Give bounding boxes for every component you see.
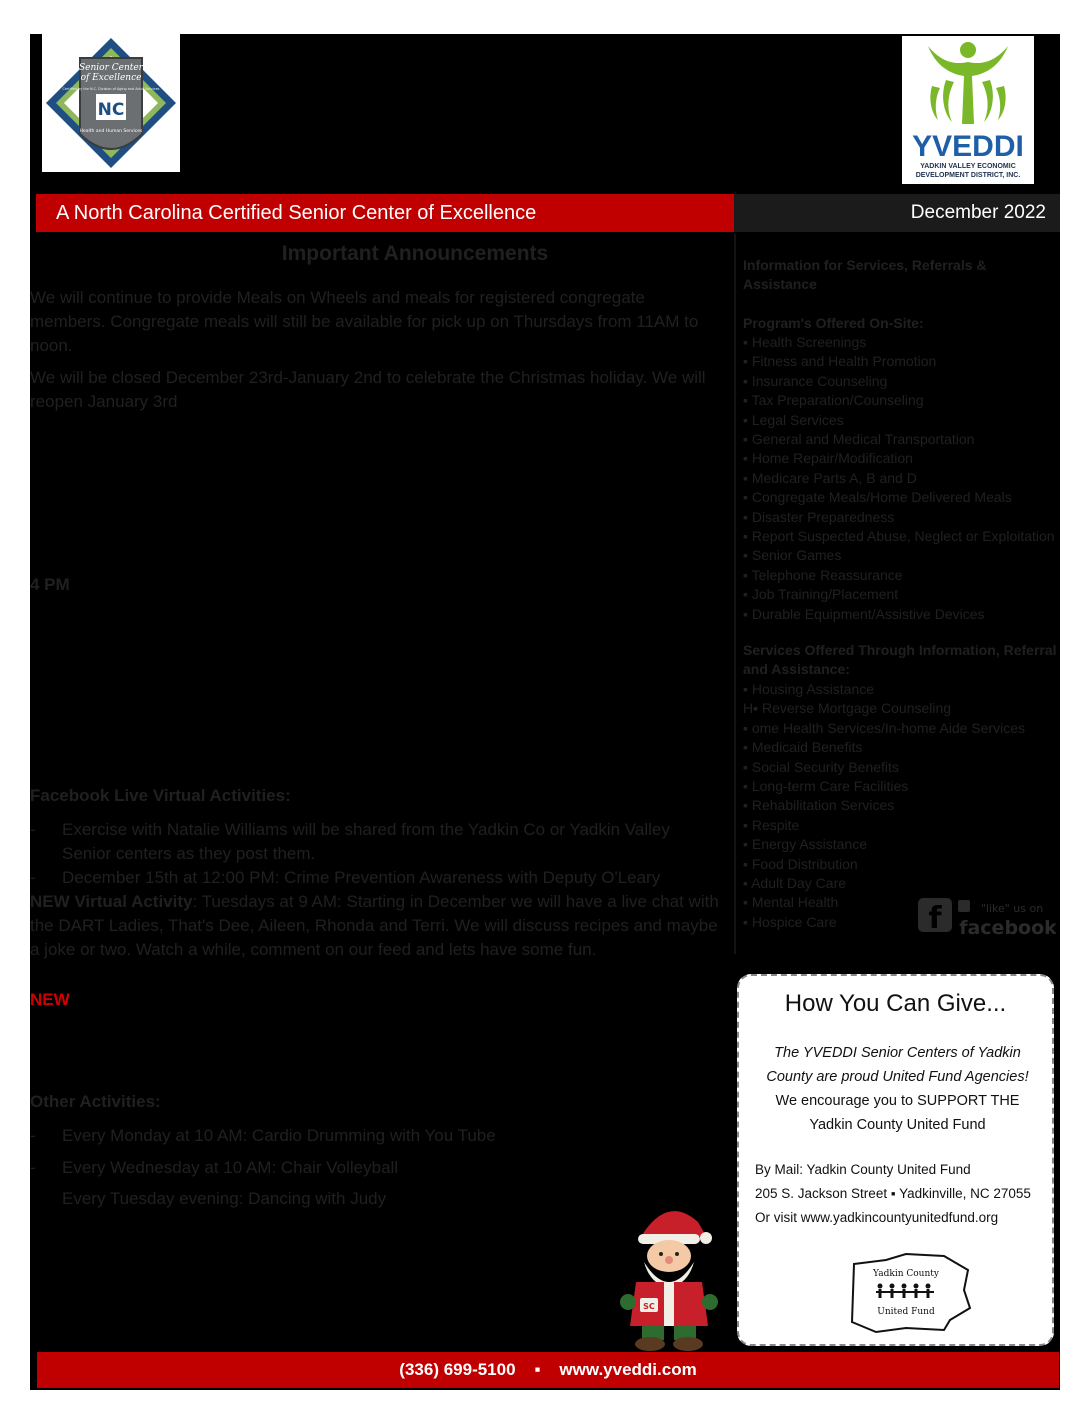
list-item: ▪ General and Medical Transportation [743,431,975,448]
other-activities-heading: Other Activities: [30,1092,161,1111]
closure-announcement: We will be closed December 23rd-January 2nd to celebrate the Christmas holiday. We will reopen January 3rd [30,368,706,411]
list-item: ▪ Insurance Counseling [743,372,888,389]
list-item: ▪ Housing Assistance [743,681,875,697]
list-item: ▪ Rehabilitation Services [743,797,895,814]
svg-text:Senior Center: Senior Center [78,63,144,73]
sidebar-info-heading: Information for Services, Referrals & Assistance [743,257,987,293]
give-title: How You Can Give... [784,990,1007,1017]
facebook-like-badge[interactable] [916,896,1056,940]
list-item: Every Tuesday evening: Dancing with Judy [62,1189,387,1208]
list-item: ▪ Medicare Parts A, B and D [743,469,917,486]
svg-text:YADKIN VALLEY ECONOMIC: YADKIN VALLEY ECONOMIC [920,163,1016,170]
svg-text:f: f [928,901,942,936]
svg-text:"like" us on: "like" us on [980,902,1044,915]
yadkin-united-fund-logo [846,1250,976,1336]
announcements-heading: Important Announcements [281,242,549,265]
list-item: - December 15th at 12:00 PM: Crime Prevention Awareness with Deputy O'Leary [30,868,661,887]
list-item: ▪ Adult Day Care [743,875,847,892]
list-item: - Every Wednesday at 10 AM: Chair Volleyball [30,1158,399,1177]
facebook-activities-heading: Facebook Live Virtual Activities: [30,786,291,805]
list-item: H▪ Reverse Mortgage Counseling [743,700,952,717]
support-statement: We encourage you to SUPPORT THE Yadkin County United Fund [775,1093,1020,1133]
svg-text:facebook: facebook [959,917,1056,939]
list-item: ▪ Legal Services [743,411,844,428]
title-bar: A North Carolina Certified Senior Center of Excellence [36,194,734,232]
list-item: ▪ Telephone Reassurance [743,566,903,583]
list-item: ▪ Congregate Meals/Home Delivered Meals [743,489,1012,506]
santa-illustration [614,1202,724,1352]
facebook-icon [916,896,1056,940]
issue-date: December 2022 [734,194,1060,232]
excellence-badge-graphic [42,34,180,172]
list-item: ▪ Report Suspected Abuse, Neglect or Exploitation [743,528,1055,545]
list-item: ▪ Mental Health [743,894,839,911]
mail-info: By Mail: Yadkin County United Fund 205 S. Jackson Street ▪ Yadkinville, NC 27055 Or visit www.yadkincountyunitedfund.org [755,1158,1050,1230]
united-fund-statement: The YVEDDI Senior Centers of Yadkin County are proud United Fund Agencies! [766,1045,1029,1085]
list-item: ▪ Senior Games [743,547,842,564]
list-item: - Exercise with Natalie Williams will be shared from the Yadkin Co or Yadkin Valley Senior centers as they post them. [30,820,670,863]
yveddi-logo-graphic [902,36,1034,184]
list-item: ▪ ome Health Services/In-home Aide Services [743,719,1025,736]
sidebar-divider [734,234,736,954]
yveddi-logo [902,36,1034,184]
list-item: ▪ Respite [743,816,800,833]
svg-text:DEVELOPMENT DISTRICT, INC.: DEVELOPMENT DISTRICT, INC. [915,172,1021,179]
footer-contact-bar [37,1352,1059,1388]
website-link[interactable]: www.yveddi.com [559,1360,697,1379]
list-item: ▪ Energy Assistance [743,836,868,853]
list-item: ▪ Disaster Preparedness [743,508,895,525]
united-fund-website-link[interactable]: Or visit www.yadkincountyunitedfund.org [755,1210,999,1225]
senior-center-excellence-logo [42,34,180,172]
list-item: ▪ Food Distribution [743,855,858,872]
svg-text:SC: SC [643,1302,655,1311]
services-heading: Services Offered Through Information, Referral and Assistance: [743,642,1057,678]
list-item: ▪ Durable Equipment/Assistive Devices [743,605,985,622]
phone-number[interactable]: (336) 699-5100 [399,1360,516,1379]
list-item: ▪ Tax Preparation/Counseling [743,392,924,409]
list-item: ▪ Long-term Care Facilities [743,778,909,795]
newsletter-page [30,34,1060,1390]
list-item: ▪ Home Repair/Modification [743,450,913,467]
svg-text:Yadkin County: Yadkin County [873,1269,939,1279]
time-label: 4 PM [30,575,70,594]
list-item: ▪ Fitness and Health Promotion [743,353,937,370]
list-item: - Every Monday at 10 AM: Cardio Drumming with You Tube [30,1126,496,1145]
svg-text:YVEDDI: YVEDDI [912,130,1024,163]
meals-announcement: We will continue to provide Meals on Wheels and meals for registered congregate members. Congregate meals will still be available for pick up on Thursdays from 11AM to noon. [30,288,699,355]
list-item: ▪ Job Training/Placement [743,586,899,603]
svg-text:Certified by the N.C. Division: Certified by the N.C. Division of Aging and Adult Services [62,87,160,91]
services-list [743,680,1063,932]
united-fund-graphic [846,1250,976,1336]
svg-text:Health and Human Services: Health and Human Services [79,129,143,134]
programs-heading: Program's Offered On-Site: [743,315,924,331]
new-virtual-activity [30,890,720,962]
list-item: ▪ Hospice Care [743,913,837,930]
list-item: ▪ Medicaid Benefits [743,739,863,756]
list-item: ▪ Health Screenings [743,334,867,350]
santa-graphic [614,1202,724,1352]
new-virtual-activity-text: : Tuesdays at 9 AM: Starting in December we will have a live chat with the DART Ladies, That's Dee, Aileen, Rhonda and Terri. We will discuss recipes and maybe a joke or two. Watch a while, comment on our feed and lets have some fun. [30,892,719,959]
programs-list [743,333,1063,624]
footer-separator: ▪ [534,1360,541,1379]
svg-text:of Excellence: of Excellence [80,73,142,83]
svg-text:NC: NC [97,100,125,120]
svg-text:United Fund: United Fund [877,1307,935,1317]
new-label: NEW [30,990,70,1009]
new-virtual-activity-label: NEW Virtual Activity [30,892,193,911]
list-item: ▪ Social Security Benefits [743,758,899,775]
